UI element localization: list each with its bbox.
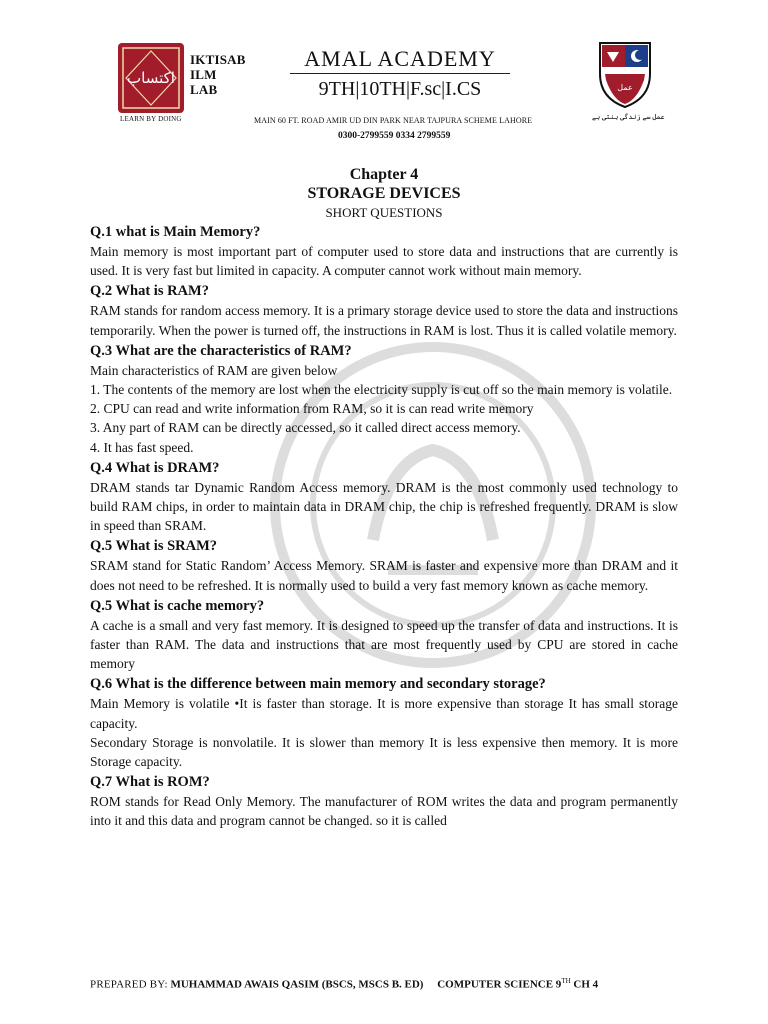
answer-paragraph: SRAM stand for Static Random’ Access Memory. SRAM is faster and expensive more than DRAM and it does not need to be refreshed. It is normally used to build a very fast memory known as cache memory. — [90, 558, 678, 593]
academy-address: MAIN 60 FT. ROAD AMIR UD DIN PARK NEAR TAJPURA SCHEME LAHORE — [254, 116, 533, 125]
question-heading: Q.2 What is RAM? — [90, 283, 209, 300]
academy-name: AMAL ACADEMY — [304, 46, 496, 71]
page-footer — [90, 974, 690, 992]
question-heading: Q.4 What is DRAM? — [90, 459, 220, 476]
question-heading: Q.5 What is SRAM? — [90, 538, 218, 555]
urdu-motto: عمل سے زندگی بنتی ہے — [592, 113, 665, 121]
prepared-by-label: PREPARED BY: — [90, 978, 168, 991]
header-divider — [290, 73, 510, 74]
answer-paragraph: RAM stands for random access memory. It is a primary storage device used to store the data and instructions temporarily. When the power is turned off, the instructions in RAM is lost. Thus it is called volatile memory. — [90, 303, 678, 338]
logo-side-line: LAB — [190, 82, 218, 97]
crest-text: عمل — [617, 83, 633, 92]
answer-paragraph: Main memory is most important part of computer used to store data and instructions that are currently is used. It is very fast but limited in capacity. A computer cannot work without main memory. — [90, 244, 678, 279]
crest-shield-icon — [597, 40, 653, 110]
answer-paragraph: Main characteristics of RAM are given below — [90, 362, 338, 378]
logo-tagline: LEARN BY DOING — [120, 115, 182, 123]
answer-paragraph: 3. Any part of RAM can be directly accessed, so it called direct access memory. — [90, 420, 521, 436]
iktisab-logo — [118, 43, 184, 113]
document-titles — [0, 165, 768, 221]
question-heading: Q.7 What is ROM? — [90, 774, 210, 791]
page-header — [0, 0, 768, 150]
question-heading: Q.3 What are the characteristics of RAM? — [90, 342, 352, 359]
logo-side-line: ILM — [190, 67, 217, 82]
footer-chapter: CH 4 — [570, 978, 599, 991]
answer-paragraph: Secondary Storage is nonvolatile. It is slower than memory It is less expensive then memory. It is more Storage capacity. — [90, 734, 678, 770]
chapter-number: Chapter 4 — [349, 166, 419, 183]
answer-paragraph: 2. CPU can read and write information from RAM, so it is can read write memory — [90, 401, 534, 417]
chapter-title: STORAGE DEVICES — [307, 185, 461, 202]
answer-paragraph: ROM stands for Read Only Memory. The manufacturer of ROM writes the data and program permanently into it and this data and program cannot be changed. so it is called — [90, 794, 678, 829]
academy-phone: 0300-2799559 0334 2799559 — [338, 131, 451, 141]
question-heading: Q.5 What is cache memory? — [90, 597, 265, 614]
author-name: MUHAMMAD AWAIS QASIM (BSCS, MSCS B. ED) — [170, 978, 424, 991]
answer-paragraph: 1. The contents of the memory are lost when the electricity supply is cut off so the main memory is volatile. — [90, 382, 673, 398]
logo-text: اکتساب — [127, 69, 175, 87]
question-heading: Q.6 What is the difference between main memory and secondary storage? — [90, 676, 546, 693]
logo-side-text — [190, 52, 246, 97]
answer-paragraph: DRAM stands tar Dynamic Random Access memory. DRAM is the most commonly used technology to build RAM chips, in order to maintain data in DRAM chip, the chip is refreshed frequently. DRAM is slow in speed than SRAM. — [90, 479, 678, 534]
classes-offered: 9TH|10TH|F.sc|I.CS — [318, 78, 482, 100]
footer-superscript: TH — [561, 977, 571, 985]
section-subtitle: SHORT QUESTIONS — [325, 205, 443, 220]
questions-content — [90, 221, 678, 831]
logo-side-line: IKTISAB — [190, 52, 246, 67]
answer-paragraph: 4. It has fast speed. — [90, 439, 194, 455]
footer-subject: COMPUTER SCIENCE 9 — [437, 978, 562, 991]
answer-paragraph: Main Memory is volatile •It is faster than storage. It is more expensive than storage It has small storage capacity. — [90, 696, 678, 731]
answer-paragraph: A cache is a small and very fast memory. It is designed to speed up the transfer of data and instructions. It is faster than RAM. The data and instructions that are most frequently used by CPU are stored in cache memory — [90, 617, 678, 672]
question-heading: Q.1 what is Main Memory? — [90, 224, 261, 240]
